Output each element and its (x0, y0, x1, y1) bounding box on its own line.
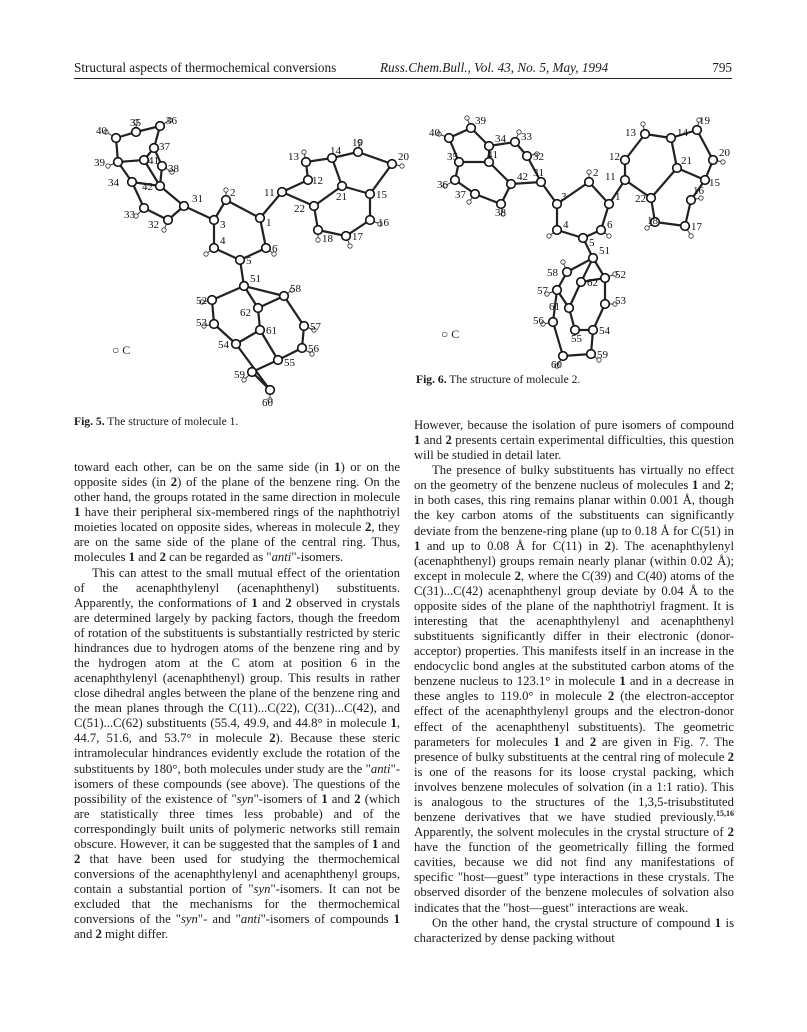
carbon-atom (222, 196, 231, 205)
paragraph: However, because the isolation of pure isomers of compound 1 and 2 presents certain experimental difficulties, this question will be studied in detail later. (414, 418, 734, 463)
carbon-atom (342, 232, 351, 241)
carbon-atom (553, 226, 562, 235)
legend-carbon-label: C (451, 327, 460, 341)
carbon-atom (278, 188, 287, 197)
figure-6-molecule-2 (415, 108, 735, 383)
atom-label: 2 (593, 167, 599, 179)
atom-label: 38 (168, 163, 179, 175)
atom-label: 3 (561, 191, 567, 203)
hydrogen-atom (106, 164, 110, 168)
atom-label: 33 (521, 131, 532, 143)
atom-label: 19 (352, 137, 363, 149)
atom-label: 33 (124, 209, 135, 221)
carbon-atom (128, 178, 137, 187)
atom-label: 14 (677, 127, 688, 139)
carbon-atom (445, 134, 454, 143)
carbon-atom (114, 158, 123, 167)
carbon-atom (366, 190, 375, 199)
atom-label: 40 (429, 127, 440, 139)
carbon-atom (248, 368, 257, 377)
carbon-atom (585, 178, 594, 187)
hydrogen-atom (302, 150, 306, 154)
carbon-atom (589, 326, 598, 335)
bond (697, 130, 713, 160)
carbon-atom (589, 254, 598, 263)
atom-label: 57 (310, 321, 321, 333)
running-header (74, 60, 732, 79)
atom-label: 52 (615, 269, 626, 281)
carbon-atom (621, 156, 630, 165)
atom-label: 13 (625, 127, 636, 139)
atom-label: 39 (94, 157, 105, 169)
carbon-atom (709, 156, 718, 165)
atom-label: 16 (378, 217, 389, 229)
bond (553, 322, 563, 356)
atom-label: 12 (609, 151, 620, 163)
figure-5-legend (112, 343, 130, 358)
carbon-atom (140, 156, 149, 165)
carbon-atom (298, 344, 307, 353)
carbon-atom (681, 222, 690, 231)
hydrogen-atom (348, 244, 352, 248)
carbon-atom (605, 200, 614, 209)
carbon-atom (673, 164, 682, 173)
carbon-atom (150, 144, 159, 153)
atom-label: 1 (615, 191, 621, 203)
carbon-atom (507, 180, 516, 189)
carbon-atom (565, 304, 574, 313)
bond (212, 286, 244, 300)
carbon-atom (256, 214, 265, 223)
atom-label: 5 (246, 255, 252, 267)
hydrogen-atom (465, 116, 469, 120)
carbon-atom (579, 234, 588, 243)
carbon-atom (180, 202, 189, 211)
atom-label: 42 (142, 181, 153, 193)
atom-label: 3 (220, 219, 226, 231)
running-title: Structural aspects of thermochemical conversions (74, 60, 337, 75)
atom-label: 39 (475, 115, 486, 127)
hydrogen-atom (467, 200, 471, 204)
atom-label: 58 (547, 267, 558, 279)
atom-label: 4 (220, 235, 226, 247)
atom-label: 51 (250, 273, 261, 285)
atom-label: 54 (599, 325, 610, 337)
carbon-atom (280, 292, 289, 301)
bond (284, 296, 304, 326)
carbon-atom (553, 286, 562, 295)
atom-label: 31 (192, 193, 203, 205)
atom-label: 59 (234, 369, 245, 381)
carbon-atom (236, 256, 245, 265)
atom-label: 17 (352, 231, 363, 243)
figure-6-caption (416, 373, 580, 386)
atom-label: 1 (266, 217, 272, 229)
atom-label: 41 (148, 155, 159, 167)
carbon-atom (601, 274, 610, 283)
atom-label: 37 (159, 141, 170, 153)
atom-label: 34 (108, 177, 119, 189)
atom-label: 61 (549, 301, 560, 313)
figure-5-text: The structure of molecule 1. (107, 415, 239, 428)
atom-label: 62 (587, 277, 598, 289)
carbon-atom (314, 226, 323, 235)
carbon-atom (641, 130, 650, 139)
atom-label: 53 (615, 295, 626, 307)
carbon-atom (587, 350, 596, 359)
carbon-atom (523, 152, 532, 161)
atom-label: 38 (495, 207, 506, 219)
bond (358, 152, 392, 164)
atom-label: 55 (571, 333, 582, 345)
atom-label: 6 (607, 219, 613, 231)
atom-label: 12 (312, 175, 323, 187)
hydrogen-atom (316, 238, 320, 242)
atom-label: 15 (709, 177, 720, 189)
hydrogen-atom (641, 122, 645, 126)
carbon-atom (621, 176, 630, 185)
figure-6-legend (441, 327, 459, 342)
figure-5-molecule-1 (74, 108, 409, 409)
atom-label: 21 (681, 155, 692, 167)
carbon-atom (597, 226, 606, 235)
bond (651, 168, 677, 198)
carbon-atom (304, 176, 313, 185)
carbon-atom (232, 340, 241, 349)
atom-label: 56 (533, 315, 544, 327)
carbon-atom (254, 304, 263, 313)
paragraph: On the other hand, the crystal structure of compound 1 is characterized by dense packing without (414, 915, 735, 945)
atom-label: 60 (551, 359, 562, 371)
carbon-atom (156, 182, 165, 191)
atom-label: 35 (130, 117, 141, 129)
atom-label: 60 (262, 397, 273, 409)
hydrogen-atom (400, 164, 404, 168)
atom-label: 21 (336, 191, 347, 203)
right-column-text (414, 418, 734, 946)
hydrogen-atom (561, 260, 565, 264)
hydrogen-atom (689, 234, 693, 238)
carbon-atom (256, 326, 265, 335)
carbon-atom (262, 244, 271, 253)
atom-label: 42 (517, 171, 528, 183)
carbon-atom (310, 202, 319, 211)
carbon-atom (140, 204, 149, 213)
atom-label: 41 (487, 149, 498, 161)
hydrogen-atom (224, 188, 228, 192)
atom-label: 18 (647, 215, 658, 227)
atom-label: 31 (533, 167, 544, 179)
atom-label: 13 (288, 151, 299, 163)
atom-label: 15 (376, 189, 387, 201)
atom-label: 36 (166, 115, 177, 127)
atom-label: 52 (196, 295, 207, 307)
carbon-atom (338, 182, 347, 191)
atom-label: 20 (398, 151, 409, 163)
atom-label: 34 (495, 133, 506, 145)
atom-label: 16 (693, 185, 704, 197)
paragraph: The presence of bulky substituents has virtually no effect on the geometry of the benzene nucleus of molecules 1 and 2; in both cases, this ring remains planar within 0.001 Å, though the key carbon atoms of the substituents can significantly deviate from the benzene-ring plane (up to 0.18 Å for C(51) in 1 and up to 0.08 Å for C(11) in 2). The acenaphthylenyl (acenaphthenyl) groups remain nearly planar (within 0.02 Å); except in molecule 2, where the C(39) and C(40) atoms of the C(31)...C(42) acenaphthenyl group deviate by 0.04 Å to the opposite sides of the plane of the naphthotriyl fragment. It is interesting that the acenaphthylenyl and acenaphthenyl substituents significantly differ in their electronic (donor-acceptor) properties. This manifests itself in an increase in the endocyclic bond angles at the substituted carbon atoms of the benzene nucleus to 123.1° in molecule 1 and in a decrease in these angles to 119.0° in molecule 2 (the electron-acceptor effect of the acenaphthylenyl groups and the electron-donor effect of the acenaphthenyl substituents). The geometric parameters for molecules 1 and 2 are given in Fig. 7. The presence of bulky substituents at the central ring of molecule 2 is one of the reasons for its loose crystal packing, which involves benzene molecules of solvation (in a 1:1 ratio). This is analogous to the structures of the 1,3,5-trisubstituted benzene derivatives that we have studied previously.$^{15,16}$ Apparently, the solvent molecules in the crystal structure of 2 have the function of the geometrically filling the formed cavities, because we did not find any manifestations of specific "host—guest" type interactions in these crystals. The observed disorder of the benzene molecules of solvation also indicates that the "host—guest" interactions are weak. (414, 463, 735, 915)
atom-label: 2 (230, 187, 236, 199)
carbon-atom (208, 296, 217, 305)
figure-6-text: The structure of molecule 2. (449, 373, 581, 386)
atom-label: 36 (437, 179, 448, 191)
atom-label: 53 (196, 317, 207, 329)
atom-label: 32 (533, 151, 544, 163)
carbon-atom (112, 134, 121, 143)
carbon-atom (302, 158, 311, 167)
legend-carbon-symbol: ○ (441, 327, 449, 341)
atom-label: 35 (447, 151, 458, 163)
carbon-atom (164, 216, 173, 225)
carbon-atom (274, 356, 283, 365)
carbon-atom (701, 176, 710, 185)
atom-label: 17 (691, 221, 702, 233)
atom-label: 61 (266, 325, 277, 337)
figure-6-label: Fig. 6. (416, 373, 447, 386)
atom-label: 58 (290, 283, 301, 295)
hydrogen-atom (587, 170, 591, 174)
atom-label: 22 (635, 193, 646, 205)
left-column-text (74, 460, 400, 943)
carbon-atom (388, 160, 397, 169)
carbon-atom (156, 122, 165, 131)
atom-label: 5 (589, 237, 595, 249)
figure-5-caption (74, 415, 238, 428)
carbon-atom (511, 138, 520, 147)
atom-label: 32 (148, 219, 159, 231)
atom-label: 18 (322, 233, 333, 245)
carbon-atom (467, 124, 476, 133)
hydrogen-atom (204, 252, 208, 256)
atom-label: 54 (218, 339, 229, 351)
atom-label: 6 (272, 243, 278, 255)
carbon-atom (601, 300, 610, 309)
atom-label: 22 (294, 203, 305, 215)
legend-carbon-label: C (122, 343, 131, 357)
atom-label: 20 (719, 147, 730, 159)
carbon-atom (471, 190, 480, 199)
legend-carbon-symbol: ○ (112, 343, 120, 357)
atom-label: 57 (537, 285, 548, 297)
atom-label: 55 (284, 357, 295, 369)
hydrogen-atom (721, 160, 725, 164)
atom-label: 51 (599, 245, 610, 257)
atom-label: 4 (563, 219, 569, 231)
page-number: 795 (712, 60, 732, 75)
carbon-atom (210, 216, 219, 225)
hydrogen-atom (162, 228, 166, 232)
atom-label: 11 (264, 187, 275, 199)
atom-label: 14 (330, 145, 341, 157)
carbon-atom (300, 322, 309, 331)
atom-label: 37 (455, 189, 466, 201)
carbon-atom (210, 244, 219, 253)
carbon-atom (553, 200, 562, 209)
journal-citation: Russ.Chem.Bull., Vol. 43, No. 5, May, 1994 (380, 60, 609, 75)
atom-label: 62 (240, 307, 251, 319)
hydrogen-atom (607, 234, 611, 238)
carbon-atom (577, 278, 586, 287)
carbon-atom (366, 216, 375, 225)
carbon-atom (667, 134, 676, 143)
carbon-atom (451, 176, 460, 185)
atom-label: 19 (699, 115, 710, 127)
bond (226, 200, 260, 218)
atom-label: 56 (308, 343, 319, 355)
carbon-atom (563, 268, 572, 277)
atom-label: 59 (597, 349, 608, 361)
carbon-atom (210, 320, 219, 329)
carbon-atom (549, 318, 558, 327)
carbon-atom (240, 282, 249, 291)
paragraph: toward each other, can be on the same side (in 1) or on the opposite sides (in 2) of the plane of the benzene ring. On the other hand, the groups rotated in the same direction in molecule 1 have their peripheral six-membered rings of the naphthotriyl moieties located on opposite sides, whereas in molecule 2, they are on the same side of the plane of the central ring. Thus, molecules 1 and 2 can be regarded as "anti"-isomers. (74, 460, 400, 565)
atom-label: 11 (605, 171, 616, 183)
figure-5-label: Fig. 5. (74, 415, 105, 428)
paragraph: This can attest to the small mutual effect of the orientation of the acenaphthylenyl (acenaphthenyl) substituents. Apparently, the conformations of 1 and 2 observed in crystals are determined largely by packing factors, though the freedom of rotation of the substituents is substantially restricted by steric hindrances due to hydrogen atoms of the benzene ring and by the hydrogen atom at the C atom at position 6 in the acenaphthylenyl (acenaphthenyl) group. This results in rather close dihedral angles between the plane of the benzene ring and the mean planes through the C(11)...C(22), C(31)...C(42), and C(51)...C(62) substituents (55.4, 49.9, and 44.8° in molecule 1, 44.7, 51.6, and 53.7° in molecule 2). Because these steric intramolecular hindrances evidently exclude the rotation of the substituents by 180°, both molecules under study are the "anti"-isomers of these compounds (see above). The questions of the possibility of the existence of "syn"-isomers of 1 and 2 (which are statistically three times less probable) and of the correspondingly built units of polymeric networks still remain obscure. However, it can be suggested that the samples of 1 and 2 that have been used for studying the thermochemical conversions of the acenaphthylenyl and acenaphthenyl groups, contain a substantial portion of "syn"-isomers. It can not be excluded that the mechanisms for the thermochemical conversions of the "syn"- and "anti"-isomers of compounds 1 and 2 might differ. (74, 565, 401, 942)
atom-label: 40 (96, 125, 107, 137)
hydrogen-atom (547, 234, 551, 238)
carbon-atom (266, 386, 275, 395)
carbon-atom (647, 194, 656, 203)
